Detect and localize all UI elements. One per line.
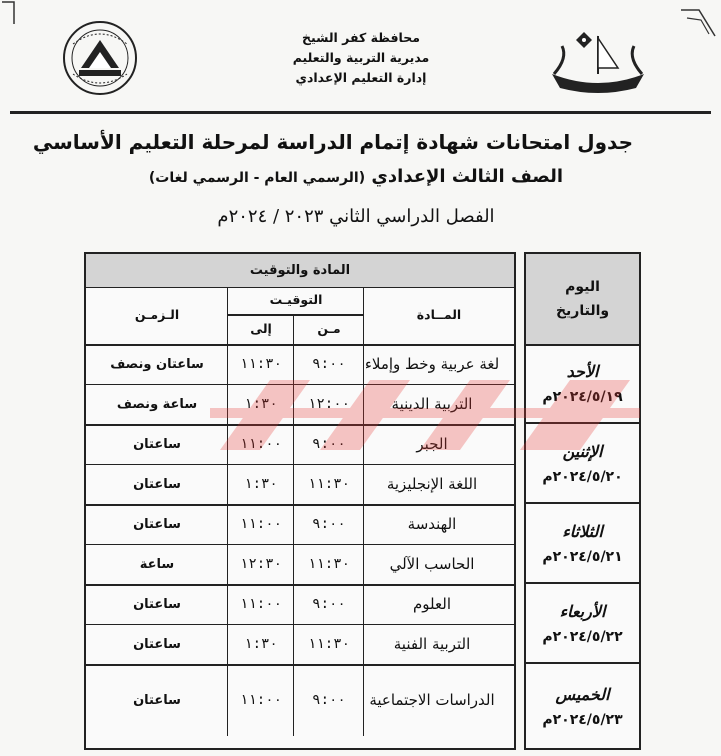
duration-cell: ساعتان ونصف bbox=[110, 356, 204, 372]
to-cell: ١٢:٣٠ bbox=[239, 556, 283, 572]
from-cell: ٩:٠٠ bbox=[312, 692, 346, 708]
administration-name: إدارة التعليم الإعدادي bbox=[295, 70, 427, 85]
to-cell: ١:٣٠ bbox=[244, 636, 278, 652]
duration-cell: ساعتان bbox=[133, 636, 181, 652]
subject-cell: الحاسب الآلي bbox=[389, 555, 475, 573]
from-cell: ٩:٠٠ bbox=[312, 596, 346, 612]
from-cell: ٩:٠٠ bbox=[312, 436, 346, 452]
day-name: الأحد bbox=[566, 361, 599, 381]
table-row bbox=[86, 344, 514, 385]
subject-cell: اللغة الإنجليزية bbox=[386, 475, 478, 493]
corner-mark-icon bbox=[0, 0, 20, 26]
governorate-logo-icon bbox=[548, 28, 648, 98]
schedule-table bbox=[84, 252, 516, 750]
day-date: ٢٠٢٤/٥/٢٠م bbox=[542, 468, 623, 485]
to-cell: ١:٣٠ bbox=[244, 476, 278, 492]
from-header: مـن bbox=[317, 321, 341, 336]
subject-cell: الدراسات الاجتماعية bbox=[369, 691, 495, 709]
table-row bbox=[86, 624, 514, 666]
table-row bbox=[86, 424, 514, 465]
day-cell bbox=[526, 504, 639, 584]
day-name: الثلاثاء bbox=[562, 521, 603, 541]
page-fold-icon bbox=[679, 8, 717, 40]
to-header: إلى bbox=[250, 321, 272, 336]
subject-cell: الهندسة bbox=[407, 515, 457, 533]
duration-cell: ساعتان bbox=[133, 476, 181, 492]
duration-cell: ساعتان bbox=[133, 692, 181, 708]
duration-cell: ساعة ونصف bbox=[116, 396, 198, 412]
day-header-line2: والتاريخ bbox=[555, 303, 610, 319]
issuer-block bbox=[286, 28, 436, 88]
school-types: (الرسمي العام - الرسمي لغات) bbox=[148, 170, 366, 186]
day-name: الأربعاء bbox=[559, 601, 606, 621]
day-date: ٢٠٢٤/٥/٢٣م bbox=[542, 711, 623, 728]
day-cell bbox=[526, 424, 639, 504]
subject-header: المــادة bbox=[416, 307, 462, 322]
day-date: ٢٠٢٤/٥/٢٢م bbox=[542, 628, 623, 645]
to-cell: ١١:٠٠ bbox=[239, 516, 283, 532]
grade-line bbox=[141, 166, 571, 187]
day-header-line1: اليوم bbox=[565, 279, 600, 295]
column-header-row bbox=[86, 287, 514, 346]
table-row bbox=[86, 544, 514, 586]
from-cell: ٩:٠٠ bbox=[312, 356, 346, 372]
to-cell: ١١:٠٠ bbox=[239, 436, 283, 452]
subject-cell: الجبر bbox=[416, 435, 448, 453]
governorate-name: محافظة كفر الشيخ bbox=[302, 30, 420, 45]
group-header: المادة والتوقيت bbox=[86, 254, 514, 288]
table-row bbox=[86, 664, 514, 736]
day-cell bbox=[526, 664, 639, 748]
header-rule bbox=[10, 111, 711, 114]
directorate-name: مديرية التربية والتعليم bbox=[292, 50, 430, 65]
duration-cell: ساعتان bbox=[133, 516, 181, 532]
table-row bbox=[86, 464, 514, 506]
to-cell: ١:٣٠ bbox=[244, 396, 278, 412]
from-cell: ٩:٠٠ bbox=[312, 516, 346, 532]
duration-cell: ساعة bbox=[139, 556, 175, 572]
day-cell bbox=[526, 584, 639, 664]
timing-header: التوقيـت bbox=[269, 292, 323, 307]
to-cell: ١١:٠٠ bbox=[239, 692, 283, 708]
subject-cell: التربية الدينية bbox=[391, 395, 473, 413]
duration-header: الـزمـن bbox=[134, 307, 180, 322]
to-cell: ١١:٠٠ bbox=[239, 596, 283, 612]
day-header bbox=[526, 254, 639, 346]
subject-cell: لغة عربية وخط وإملاء bbox=[364, 355, 500, 373]
table-row bbox=[86, 384, 514, 426]
to-cell: ١١:٣٠ bbox=[239, 356, 283, 372]
grade-title: الصف الثالث الإعدادي bbox=[371, 166, 564, 187]
day-name: الإثنين bbox=[562, 441, 603, 461]
subject-cell: التربية الفنية bbox=[393, 635, 471, 653]
from-cell: ١١:٣٠ bbox=[307, 636, 351, 652]
table-row bbox=[86, 504, 514, 545]
from-cell: ١١:٣٠ bbox=[307, 556, 351, 572]
duration-cell: ساعتان bbox=[133, 436, 181, 452]
day-cell bbox=[526, 344, 639, 424]
day-name: الخميس bbox=[555, 684, 610, 704]
table-row bbox=[86, 584, 514, 625]
day-date: ٢٠٢٤/٥/١٩م bbox=[542, 388, 623, 405]
day-date: ٢٠٢٤/٥/٢١م bbox=[542, 548, 623, 565]
day-column bbox=[524, 252, 641, 750]
duration-cell: ساعتان bbox=[133, 596, 181, 612]
document-title: جدول امتحانات شهادة إتمام الدراسة لمرحلة التعليم الأساسي bbox=[32, 130, 633, 154]
semester-line: الفصل الدراسي الثاني ٢٠٢٣ / ٢٠٢٤م bbox=[217, 206, 495, 227]
subject-cell: العلوم bbox=[413, 595, 451, 613]
from-cell: ١٢:٠٠ bbox=[307, 396, 351, 412]
directorate-logo-icon bbox=[55, 18, 145, 98]
from-cell: ١١:٣٠ bbox=[307, 476, 351, 492]
